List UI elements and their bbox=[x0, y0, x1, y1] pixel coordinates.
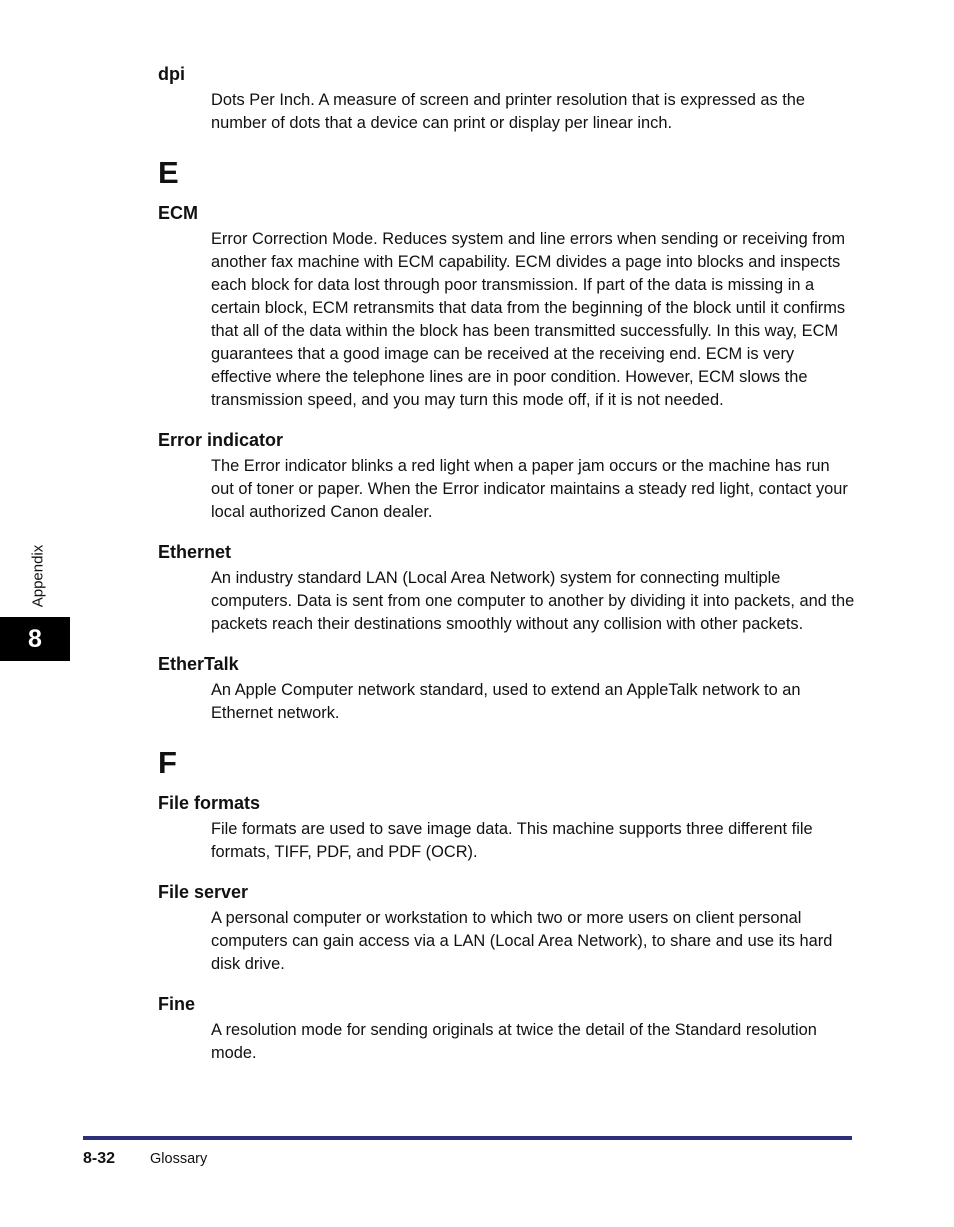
glossary-term: Error indicator bbox=[158, 430, 284, 450]
glossary-definition: Error Correction Mode. Reduces system and line errors when sending or receiving from another fax machine with ECM capability. ECM divides a page into blocks and inspects each block for data lost through poor transmission. If part of the data is missing in a certain block, ECM retransmits that data from the beginning of the block until it confirms that all of the data within the block has been transmitted successfully. In this way, ECM guarantees that a good image can be received at the receiving end. ECM is very effective where the telephone lines are in poor condition. However, ECM slows the transmission speed, and you may turn this mode off, if it is not needed. bbox=[211, 230, 846, 409]
glossary-term: ECM bbox=[158, 203, 198, 223]
glossary-term: EtherTalk bbox=[158, 654, 239, 674]
footer-rule bbox=[83, 1136, 852, 1140]
glossary-term: File formats bbox=[158, 793, 261, 813]
glossary-entry-ethernet bbox=[158, 540, 858, 636]
footer-section-title: Glossary bbox=[150, 1151, 208, 1167]
glossary-term: File server bbox=[158, 882, 249, 902]
glossary-entry-fine bbox=[158, 992, 858, 1065]
chapter-tab: 8 bbox=[0, 617, 70, 661]
glossary-definition: Dots Per Inch. A measure of screen and printer resolution that is expressed as the number of dots that a device can print or display per linear inch. bbox=[211, 91, 806, 132]
section-letter-e: E bbox=[158, 155, 179, 190]
glossary-entry-file-server bbox=[158, 880, 858, 976]
glossary-definition: The Error indicator blinks a red light when a paper jam occurs or the machine has run out of toner or paper. When the Error indicator maintains a steady red light, contact your local authorized Canon dealer. bbox=[211, 457, 848, 521]
glossary-definition: An Apple Computer network standard, used to extend an AppleTalk network to an Ethernet network. bbox=[211, 681, 801, 722]
glossary-term: dpi bbox=[158, 64, 185, 84]
glossary-definition: A personal computer or workstation to which two or more users on client personal computers can gain access via a LAN (Local Area Network), to share and use its hard disk drive. bbox=[211, 909, 833, 973]
glossary-entry-dpi bbox=[158, 62, 858, 135]
glossary-term: Ethernet bbox=[158, 542, 232, 562]
page-number: 8-32 bbox=[83, 1150, 116, 1167]
glossary-content bbox=[158, 62, 858, 1065]
glossary-entry-error-indicator bbox=[158, 428, 858, 524]
glossary-entry-ethertalk bbox=[158, 652, 858, 725]
glossary-term: Fine bbox=[158, 994, 196, 1014]
glossary-definition: An industry standard LAN (Local Area Network) system for connecting multiple computers. Data is sent from one computer to another by dividing it into packets, and the packets reach their destinations smoothly without any collision with other packets. bbox=[211, 569, 855, 633]
glossary-entry-ecm bbox=[158, 201, 858, 412]
glossary-definition: A resolution mode for sending originals at twice the detail of the Standard resolution mode. bbox=[211, 1021, 817, 1062]
glossary-entry-file-formats bbox=[158, 791, 858, 864]
appendix-side-label: Appendix bbox=[29, 544, 47, 608]
glossary-definition: File formats are used to save image data. This machine supports three different file formats, TIFF, PDF, and PDF (OCR). bbox=[211, 820, 813, 861]
section-letter-f: F bbox=[158, 745, 177, 780]
